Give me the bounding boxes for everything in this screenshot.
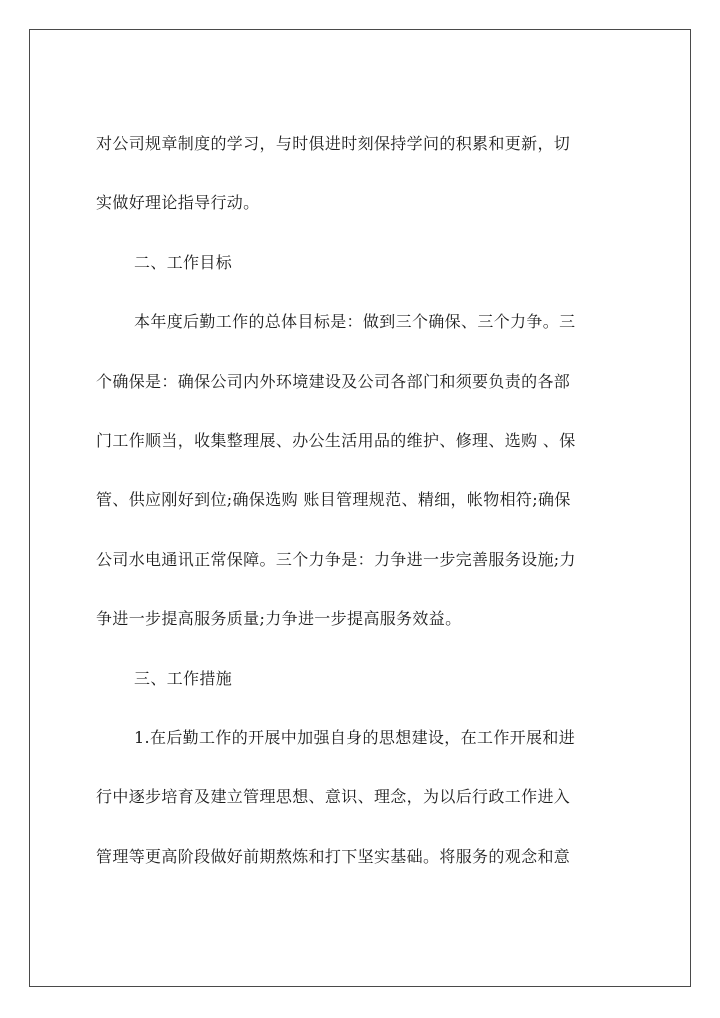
text-line: 实做好理论指导行动。 [96,193,260,213]
text-line: 对公司规章制度的学习，与时俱进时刻保持学问的积累和更新，切 [96,134,571,153]
section-heading: 二、工作目标 [134,252,233,272]
text-line: 个确保是：确保公司内外环境建设及公司各部门和须要负责的各部 [96,371,571,391]
text-line: 门工作顺当，收集整理展、办公生活用品的维护、修理、选购 、保 [96,430,576,450]
text-line: 管、供应刚好到位;确保选购 账目管理规范、精细，帐物相符;确保 [96,490,571,510]
paragraph-start-line: 本年度后勤工作的总体目标是：做到三个确保、三个力争。三 [134,312,576,332]
text-line: 争进一步提高服务质量;力争进一步提高服务效益。 [96,609,462,629]
text-line: 管理等更高阶段做好前期熬炼和打下坚实基础。将服务的观念和意 [96,846,571,866]
paragraph-start-line: 1.在后勤工作的开展中加强自身的思想建设，在工作开展和进 [134,727,576,747]
text-line: 公司水电通讯正常保障。三个力争是：力争进一步完善服务设施;力 [96,549,576,569]
text-line: 行中逐步培育及建立管理思想、意识、理念，为以后行政工作进入 [96,787,571,807]
document-body [96,120,608,892]
section-heading: 三、工作措施 [134,668,233,688]
